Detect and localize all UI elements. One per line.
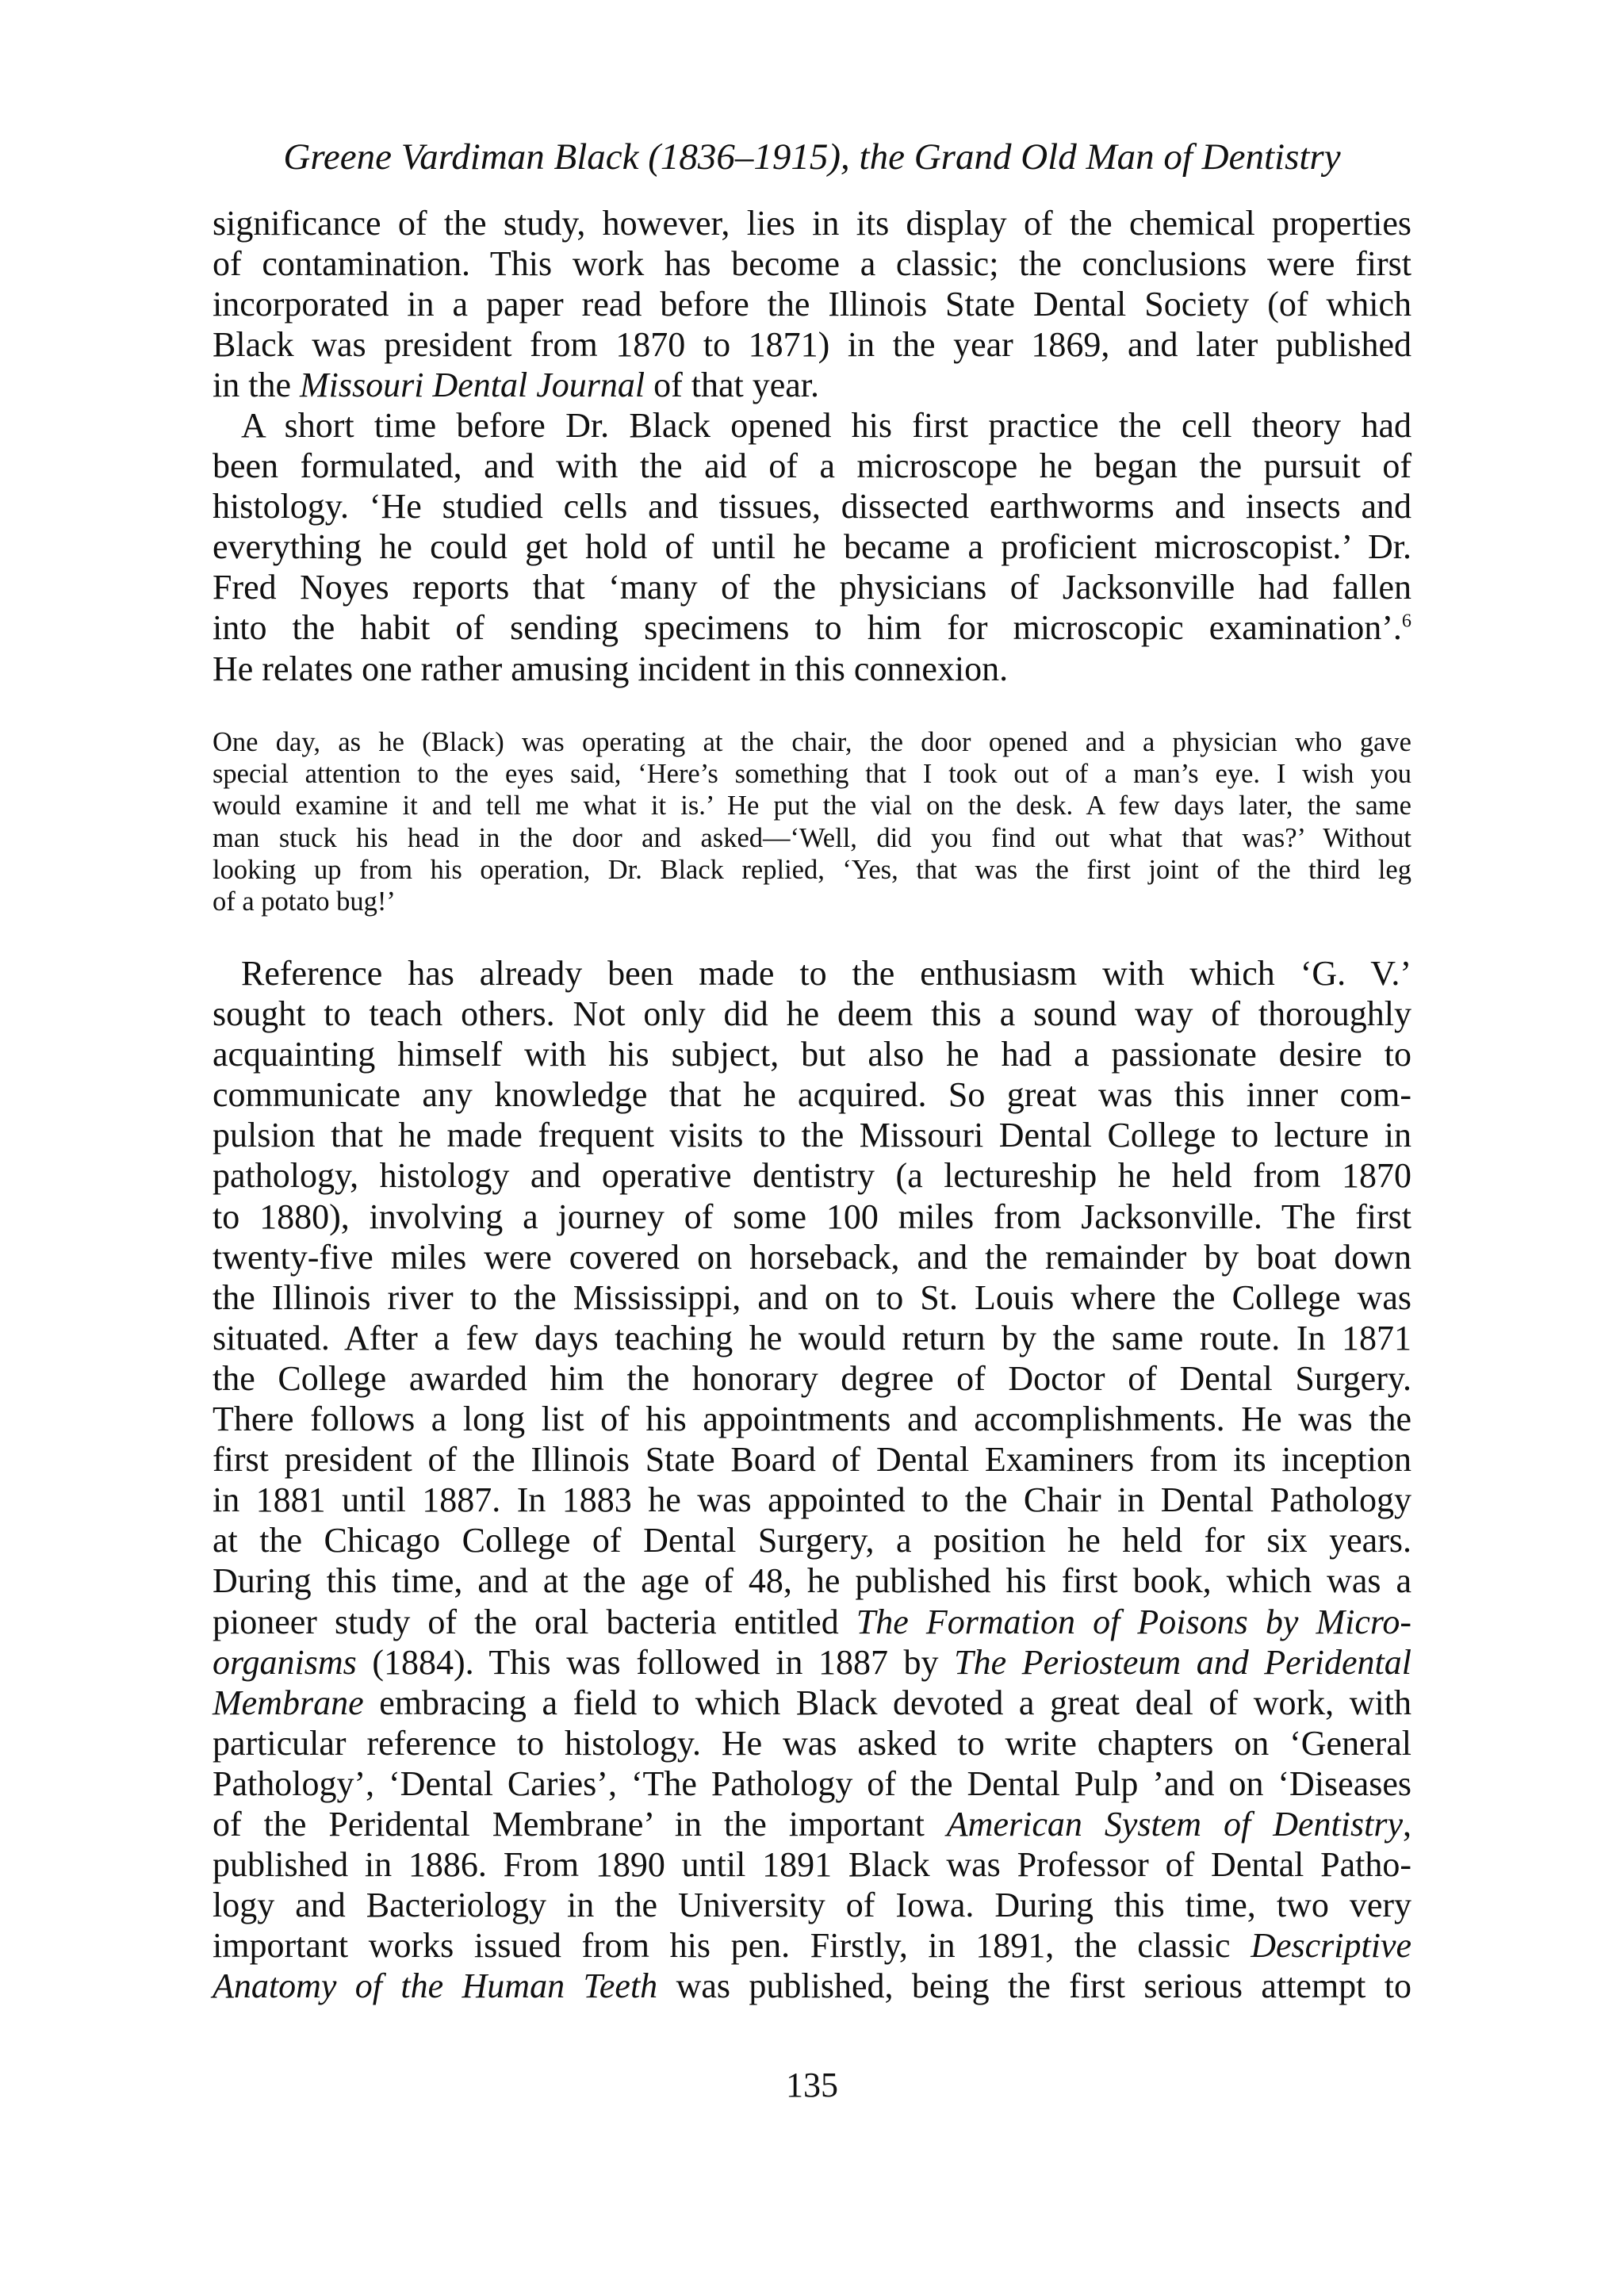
- running-head: Greene Vardiman Black (1836–1915), the Grand Old Man of Dentistry: [283, 136, 1341, 178]
- text-line: pioneer study of the oral bacteria entitled The Formation of Poisons by Micro-: [213, 1602, 1411, 1641]
- text-line: [213, 405, 1411, 446]
- text-line: Black was president from 1870 to 1871) in the year 1869, and later published: [213, 325, 1411, 365]
- text-line: pathology, histology and operative dentistry (a lectureship he held from 1870: [213, 1156, 1411, 1196]
- text-line: He relates one rather amusing incident in this connexion.: [213, 649, 1009, 688]
- quote-line: special attention to the eyes said, ‘Here’s something that I took out of a man’s eye. I wish you: [213, 759, 1411, 790]
- text-line: Fred Noyes reports that ‘many of the physicians of Jacksonville had fallen: [213, 568, 1411, 607]
- text-line: to 1880), involving a journey of some 100 miles from Jacksonville. The first: [213, 1197, 1411, 1236]
- text-line: of the Peridental Membrane’ in the important American System of Dentistry,: [213, 1804, 1412, 1844]
- quote-line: man stuck his head in the door and asked—‘Well, did you find out what that was?’ Without: [213, 822, 1411, 853]
- text-line: Anatomy of the Human Teeth was published, being the first serious attempt to: [213, 1966, 1411, 2006]
- quote-line: of a potato bug!’: [213, 886, 396, 917]
- text-line: been formulated, and with the aid of a microscope he began the pursuit of: [213, 446, 1411, 486]
- text-line: situated. After a few days teaching he would return by the same route. In 1871: [213, 1318, 1411, 1357]
- text-line: [213, 607, 1411, 648]
- block-quote: [213, 726, 1411, 917]
- page-number: 135: [786, 2066, 838, 2104]
- text-line: [213, 953, 1411, 994]
- text-line: twenty-five miles were covered on horseback, and the remainder by boat down: [213, 1237, 1411, 1277]
- quote-line: One day, as he (Black) was operating at the chair, the door opened and a physician who gave: [213, 727, 1411, 757]
- body-paragraph: [213, 405, 1411, 689]
- text-line-content: A short time before Dr. Black opened his first practice the cell theory had: [241, 406, 1411, 445]
- text-line: in the Missouri Dental Journal of that year.: [213, 366, 820, 405]
- text-line: the College awarded him the honorary degree of Doctor of Dental Surgery.: [213, 1358, 1411, 1398]
- text-line: acquainting himself with his subject, but also he had a passionate desire to: [213, 1035, 1411, 1074]
- text-line: Pathology’, ‘Dental Caries’, ‘The Pathology of the Dental Pulp ’and on ‘Diseases: [213, 1763, 1411, 1803]
- text-line-content: into the habit of sending specimens to him for microscopic examination’.: [213, 608, 1402, 648]
- text-line: important works issued from his pen. Firstly, in 1891, the classic Descriptive: [213, 1926, 1411, 1966]
- text-line: sought to teach others. Not only did he deem this a sound way of thoroughly: [213, 994, 1411, 1034]
- text-line: There follows a long list of his appointments and accomplishments. He was the: [213, 1400, 1411, 1439]
- text-line: in 1881 until 1887. In 1883 he was appointed to the Chair in Dental Pathology: [213, 1480, 1411, 1520]
- text-line: incorporated in a paper read before the Illinois State Dental Society (of which: [213, 285, 1411, 324]
- text-line: the Illinois river to the Mississippi, and on to St. Louis where the College was: [213, 1277, 1411, 1317]
- quote-line: would examine it and tell me what it is.’ He put the vial on the desk. A few days later, the same: [213, 791, 1411, 821]
- text-line: Membrane embracing a field to which Black devoted a great deal of work, with: [213, 1683, 1411, 1722]
- text-line: particular reference to histology. He was asked to write chapters on ‘General: [213, 1723, 1411, 1763]
- text-line: significance of the study, however, lies in its display of the chemical properties: [213, 204, 1411, 243]
- text-line-content: Reference has already been made to the enthusiasm with which ‘G. V.’: [241, 954, 1411, 993]
- text-line: histology. ‘He studied cells and tissues, dissected earthworms and insects and: [213, 487, 1411, 527]
- text-line: at the Chicago College of Dental Surgery, a position he held for six years.: [213, 1521, 1411, 1560]
- text-line: During this time, and at the age of 48, he published his first book, which was a: [213, 1561, 1411, 1601]
- text-line: of contamination. This work has become a classic; the conclusions were first: [213, 244, 1411, 284]
- text-line: logy and Bacteriology in the University of Iowa. During this time, two very: [213, 1886, 1411, 1925]
- text-line: organisms (1884). This was followed in 1887 by The Periosteum and Peridental: [213, 1642, 1412, 1682]
- text-line: first president of the Illinois State Board of Dental Examiners from its inception: [213, 1440, 1411, 1480]
- text-line: everything he could get hold of until he became a proficient microscopist.’ Dr.: [213, 527, 1411, 567]
- footnote-marker: 6: [1401, 610, 1411, 632]
- body-paragraph: [213, 203, 1411, 405]
- text-line: pulsion that he made frequent visits to the Missouri Dental College to lecture in: [213, 1116, 1411, 1155]
- text-line: communicate any knowledge that he acquired. So great was this inner com-: [213, 1075, 1411, 1115]
- quote-line: looking up from his operation, Dr. Black replied, ‘Yes, that was the first joint of the third leg: [213, 854, 1411, 885]
- body-paragraph: [213, 953, 1411, 2006]
- text-line: published in 1886. From 1890 until 1891 Black was Professor of Dental Patho-: [213, 1845, 1411, 1885]
